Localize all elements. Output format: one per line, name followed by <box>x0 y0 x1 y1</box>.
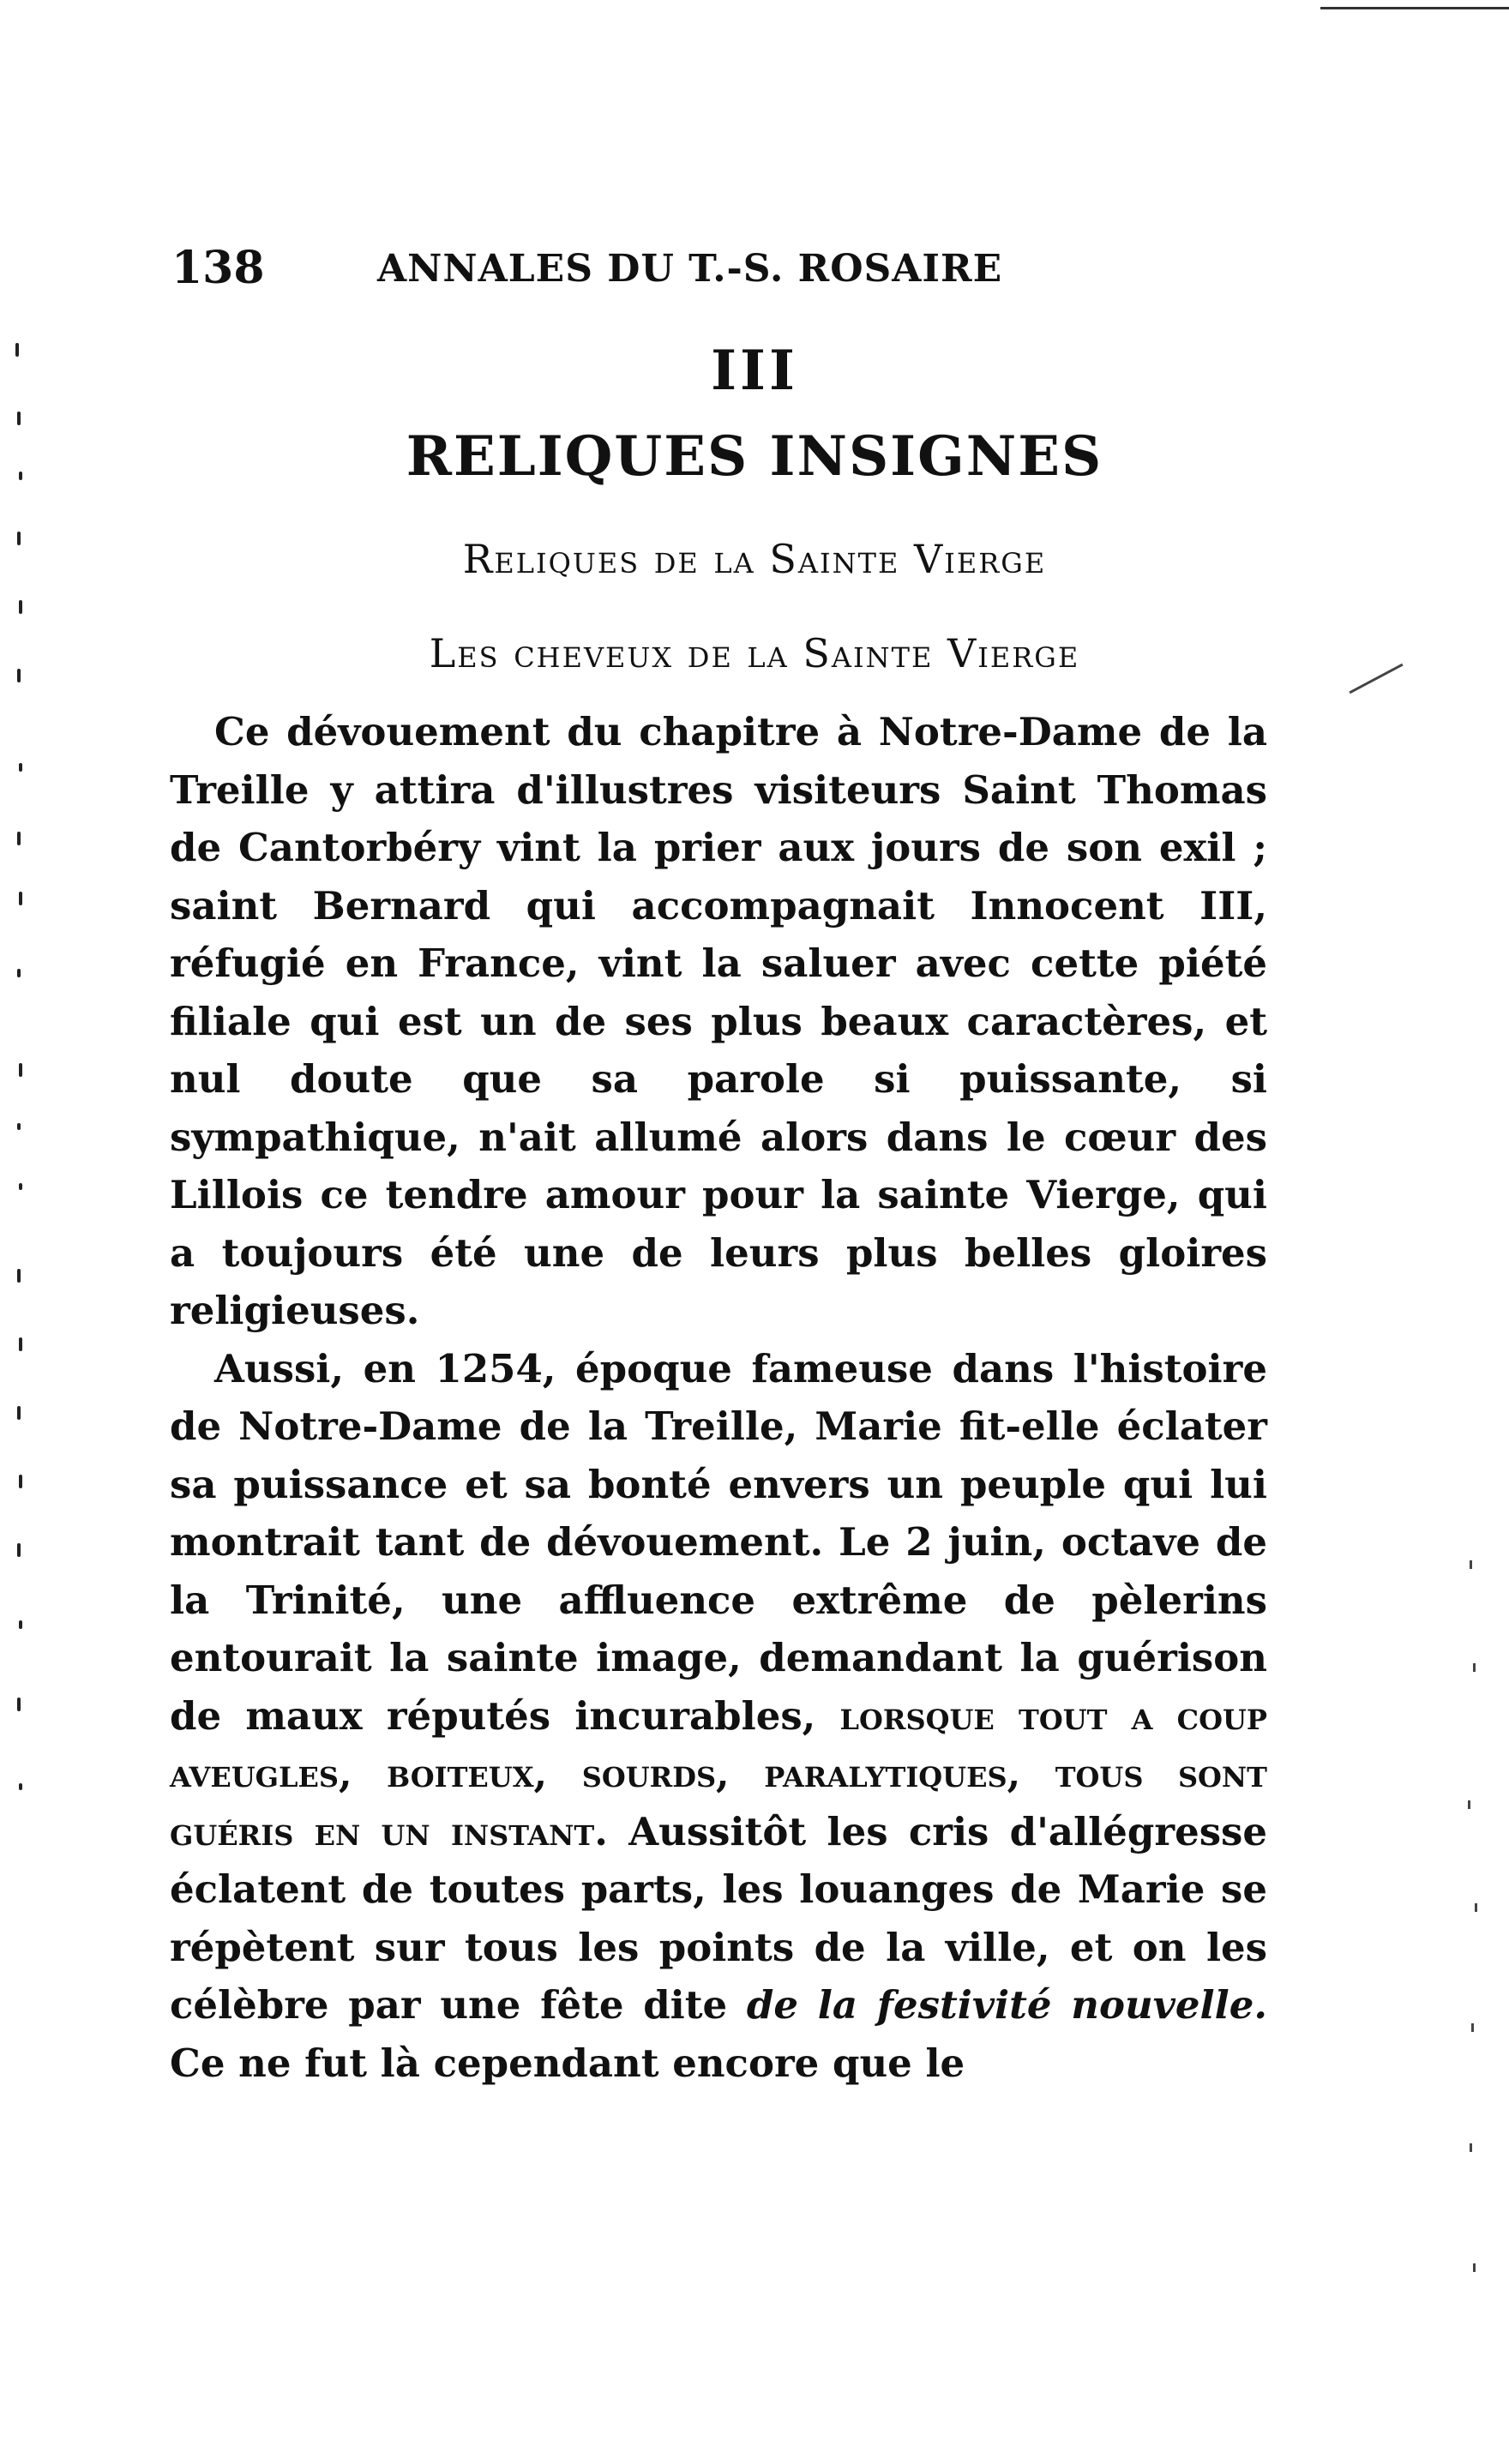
speck <box>19 1183 22 1190</box>
paragraph-2 <box>170 1340 1267 2093</box>
paragraph-2-part-c: Ce ne fut là cependant encore que le <box>170 2040 965 2086</box>
speck <box>1470 1560 1472 1569</box>
speck <box>19 892 22 905</box>
paragraph-2-smallcaps: lorsque tout a coup aveugles, boiteux, sourds, paralytiques, tous sont guéris en un instant. <box>170 1692 1267 1854</box>
speck <box>19 1783 22 1790</box>
paragraph-2-part-a: Aussi, en 1254, époque fameuse dans l'histoire de Notre-Dame de la Treille, Marie fit-elle éclater sa puissance et sa bonté envers un peuple qui lui montrait tant de dévouement. Le 2 juin, octave de la Trinité, une affluence extrême de pèlerins entourait la sainte image, demandant la guérison de maux réputés incurables, <box>170 1345 1267 1739</box>
speck <box>19 1620 22 1629</box>
speck <box>19 1475 22 1488</box>
section-title: RELIQUES INSIGNES <box>406 424 1103 489</box>
scan-edge-rule <box>1320 7 1509 9</box>
page-number: 138 <box>171 242 265 294</box>
speck <box>19 472 22 480</box>
speck <box>17 1698 21 1711</box>
speck <box>17 669 21 682</box>
speck <box>17 1406 21 1420</box>
section-number: III <box>711 339 798 403</box>
speck <box>19 1063 22 1077</box>
speck <box>17 1269 21 1283</box>
right-margin-specks <box>1461 1543 1495 2401</box>
paragraph-2-part-b: Aussitôt les cris d'allégresse éclatent de toutes parts, les louanges de Marie se répètent sur tous les points de la ville, et on les célèbre par une fête dite <box>170 1808 1267 2028</box>
subtitle-hair: Les cheveux de la Sainte Vierge <box>429 630 1080 676</box>
speck <box>15 343 19 357</box>
speck <box>1468 1800 1470 1809</box>
speck <box>1473 2263 1476 2272</box>
speck <box>19 600 22 614</box>
left-margin-specks <box>9 326 77 1826</box>
paragraph-2-italic: de la festivité nouvelle. <box>746 1982 1267 2028</box>
paragraph-1: Ce dévouement du chapitre à Notre-Dame de la Treille y attira d'illustres visiteurs Saint Thomas de Cantorbéry vint la prier aux jours de son exil ; saint Bernard qui accompagnait Innocent III, réfugié en France, vint la saluer avec cette piété filiale qui est un de ses plus beaux caractères, et nul doute que sa parole si puissante, si sympathique, n'ait allumé alors dans le cœur des Lillois ce tendre amour pour la sainte Vierge, qui a toujours été une de leurs plus belles gloires religieuses. <box>170 709 1267 1333</box>
body-text <box>170 703 1267 2092</box>
speck <box>1475 1903 1477 1912</box>
speck <box>17 1543 21 1557</box>
speck <box>19 763 22 772</box>
running-head: ANNALES DU T.-S. ROSAIRE <box>377 247 1003 291</box>
speck <box>17 532 21 545</box>
speck <box>1473 1663 1476 1672</box>
speck <box>1470 2143 1472 2152</box>
speck <box>17 1123 21 1130</box>
speck <box>17 832 21 845</box>
speck <box>17 969 21 977</box>
speck <box>19 1337 22 1351</box>
page-header <box>171 242 1029 310</box>
speck <box>17 412 21 425</box>
subtitle-relics: Reliques de la Sainte Vierge <box>462 536 1047 582</box>
speck <box>1471 2023 1474 2032</box>
